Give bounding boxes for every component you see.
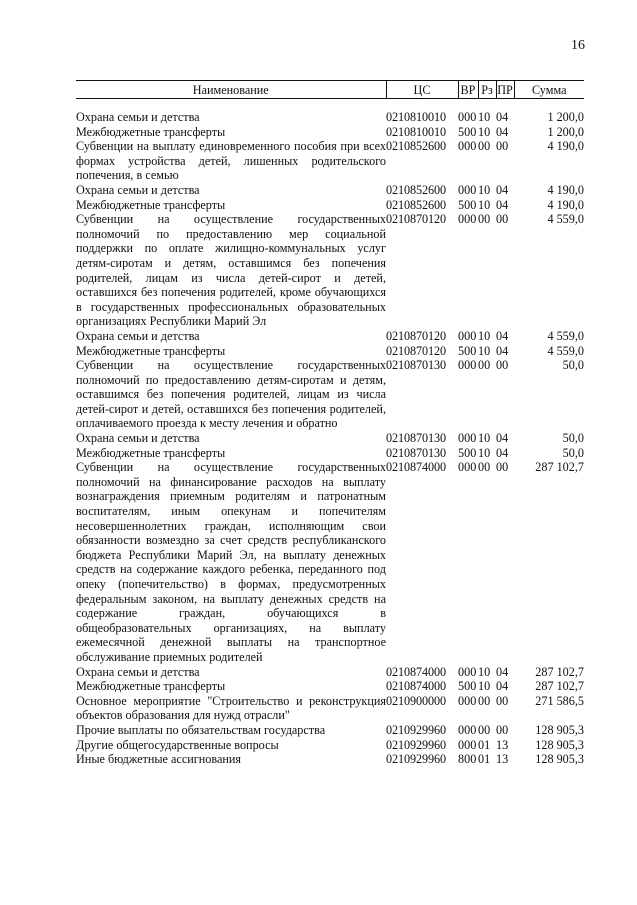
row-rz: 10 — [478, 343, 491, 358]
row-rz: 00 — [478, 460, 491, 475]
row-rz: 10 — [478, 679, 491, 694]
row-vr: 000 — [458, 328, 477, 343]
row-cs: 0210929960 — [386, 722, 446, 737]
row-rz: 10 — [478, 197, 491, 212]
row-sum: 1 200,0 — [547, 124, 584, 139]
header-pr: ПР — [497, 82, 513, 97]
page-number: 16 — [571, 38, 585, 53]
row-sum: 287 102,7 — [535, 679, 584, 694]
row-cs: 0210870120 — [386, 328, 446, 343]
header-vr: ВР — [458, 81, 478, 99]
row-vr: 500 — [458, 343, 477, 358]
table-row — [76, 344, 584, 359]
row-name: Субвенции на осуществление государственных полномочий по предоставлению детям-сиротам и детям, оставшимся без попечения родителей, лицам из числа детей-сирот и детей, оставшихся без попечения родителей, оплачиваемого проезда к месту лечения и обратно — [76, 358, 386, 431]
row-vr: 500 — [458, 197, 477, 212]
table-body — [76, 99, 584, 767]
table-row — [76, 723, 584, 738]
row-name: Прочие выплаты по обязательствам государства — [76, 722, 326, 737]
row-pr: 04 — [496, 679, 509, 694]
row-sum: 271 586,5 — [535, 693, 584, 708]
header-sum: Сумма — [514, 81, 584, 99]
row-pr: 04 — [496, 343, 509, 358]
header-name: Наименование — [76, 81, 386, 99]
row-cs: 0210874000 — [386, 679, 446, 694]
row-rz: 10 — [478, 124, 491, 139]
table-row — [76, 198, 584, 213]
row-name: Охрана семьи и детства — [76, 431, 200, 446]
row-sum: 287 102,7 — [535, 664, 584, 679]
row-pr: 00 — [496, 693, 509, 708]
row-pr: 04 — [496, 445, 509, 460]
table-row — [76, 358, 584, 431]
row-name: Иные бюджетные ассигнования — [76, 752, 242, 767]
row-vr: 000 — [458, 722, 477, 737]
row-vr: 500 — [458, 124, 477, 139]
row-cs: 0210870130 — [386, 431, 446, 446]
row-cs: 0210810010 — [386, 124, 446, 139]
row-pr: 04 — [496, 110, 509, 124]
row-name: Межбюджетные трансферты — [76, 445, 226, 460]
row-pr: 00 — [496, 358, 509, 373]
row-sum: 4 559,0 — [547, 343, 584, 358]
table-row — [76, 110, 584, 125]
row-sum: 50,0 — [562, 445, 584, 460]
row-rz: 10 — [478, 431, 491, 446]
row-name: Основное мероприятие "Строительство и реконструкция объектов образования для нужд отрасли" — [76, 693, 386, 723]
row-sum: 4 559,0 — [547, 328, 584, 343]
row-pr: 00 — [496, 139, 509, 154]
row-sum: 128 905,3 — [535, 722, 584, 737]
row-name: Охрана семьи и детства — [76, 110, 200, 124]
row-rz: 00 — [478, 358, 491, 373]
row-vr: 000 — [458, 182, 477, 197]
row-pr: 13 — [496, 737, 509, 752]
row-cs: 0210870120 — [386, 343, 446, 358]
row-name: Другие общегосударственные вопросы — [76, 737, 279, 752]
row-pr: 04 — [496, 197, 509, 212]
row-cs: 0210929960 — [386, 752, 446, 767]
row-rz: 00 — [478, 722, 491, 737]
row-sum: 128 905,3 — [535, 752, 584, 767]
row-vr: 000 — [458, 737, 477, 752]
row-pr: 00 — [496, 460, 509, 475]
row-name: Межбюджетные трансферты — [76, 679, 226, 694]
table-row — [76, 738, 584, 753]
row-vr: 000 — [458, 358, 477, 373]
row-cs: 0210870130 — [386, 445, 446, 460]
row-sum: 4 559,0 — [547, 212, 584, 227]
row-pr: 04 — [496, 328, 509, 343]
table-row — [76, 183, 584, 198]
row-sum: 287 102,7 — [535, 460, 584, 475]
row-vr: 000 — [458, 693, 477, 708]
row-vr: 800 — [458, 752, 477, 767]
row-cs: 0210810010 — [386, 110, 446, 124]
row-vr: 500 — [458, 445, 477, 460]
row-cs: 0210852600 — [386, 139, 446, 154]
table-row — [76, 431, 584, 446]
table-row — [76, 125, 584, 140]
row-sum: 4 190,0 — [547, 139, 584, 154]
row-sum: 128 905,3 — [535, 737, 584, 752]
row-sum: 50,0 — [562, 358, 584, 373]
table-row — [76, 446, 584, 461]
row-sum: 4 190,0 — [547, 197, 584, 212]
row-name: Межбюджетные трансферты — [76, 124, 226, 139]
row-cs: 0210874000 — [386, 664, 446, 679]
row-pr: 04 — [496, 431, 509, 446]
table-row — [76, 329, 584, 344]
row-vr: 500 — [458, 679, 477, 694]
row-cs: 0210870130 — [386, 358, 446, 373]
row-rz: 00 — [478, 139, 491, 154]
row-cs: 0210900000 — [386, 693, 446, 708]
row-sum: 50,0 — [562, 431, 584, 446]
row-rz: 10 — [478, 328, 491, 343]
table-row — [76, 752, 584, 767]
row-rz: 10 — [478, 110, 491, 124]
row-vr: 000 — [458, 212, 477, 227]
table-row — [76, 212, 584, 329]
header-rz: Рз — [478, 81, 496, 99]
row-sum: 4 190,0 — [547, 182, 584, 197]
row-name: Охрана семьи и детства — [76, 328, 200, 343]
row-rz: 10 — [478, 445, 491, 460]
row-rz: 00 — [478, 693, 491, 708]
row-sum: 1 200,0 — [547, 110, 584, 124]
row-name: Охрана семьи и детства — [76, 664, 200, 679]
row-name: Субвенции на выплату единовременного пособия при всех формах устройства детей, лишенных родительского попечения, в семью — [76, 139, 386, 183]
row-name: Охрана семьи и детства — [76, 182, 200, 197]
row-pr: 04 — [496, 124, 509, 139]
row-rz: 00 — [478, 212, 491, 227]
table-row — [76, 694, 584, 723]
row-cs: 0210870120 — [386, 212, 446, 227]
row-name: Межбюджетные трансферты — [76, 343, 226, 358]
row-name: Субвенции на осуществление государственных полномочий на финансирование расходов на выплату вознаграждения приемным родителям и патронатным воспитателям, иным опекунам и попечителям несовершеннолетних граждан, исполняющим свои обязанности возмездно за счет средств республиканского бюджета Республики Марий Эл, на выплату денежных средств на содержание каждого ребенка, переданного под опеку (попечительство) в формах, предусмотренных федеральным законом, на выплату денежных средств на содержание граждан, обучающихся в общеобразовательных организациях, на выплату ежемесячной денежной выплаты на транспортное обслуживание приемных родителей — [76, 460, 386, 664]
table-header-row — [76, 81, 584, 99]
row-name: Межбюджетные трансферты — [76, 197, 226, 212]
row-rz: 10 — [478, 182, 491, 197]
row-name: Субвенции на осуществление государственных полномочий по предоставлению мер социальной поддержки по оплате жилищно-коммунальных услуг детям-сиротам и детям, оставшимся без попечения родителей, лицам из числа детей-сирот и детей, оставшихся без попечения родителей, кроме обучающихся в государственных профессиональных образовательных организациях Республики Марий Эл — [76, 212, 386, 329]
row-rz: 01 — [478, 737, 491, 752]
row-rz: 10 — [478, 664, 491, 679]
row-cs: 0210929960 — [386, 737, 446, 752]
row-vr: 000 — [458, 110, 477, 124]
row-vr: 000 — [458, 431, 477, 446]
header-spacer — [76, 99, 584, 111]
row-pr: 04 — [496, 664, 509, 679]
row-rz: 01 — [478, 752, 491, 767]
table-row — [76, 139, 584, 183]
header-cs: ЦС — [386, 81, 458, 99]
row-pr: 04 — [496, 182, 509, 197]
row-pr: 13 — [496, 752, 509, 767]
row-pr: 00 — [496, 212, 509, 227]
row-vr: 000 — [458, 460, 477, 475]
budget-table — [76, 80, 584, 767]
table-row — [76, 665, 584, 680]
row-pr: 00 — [496, 722, 509, 737]
row-cs: 0210852600 — [386, 182, 446, 197]
row-vr: 000 — [458, 664, 477, 679]
table-row — [76, 679, 584, 694]
row-vr: 000 — [458, 139, 477, 154]
table-row — [76, 460, 584, 664]
row-cs: 0210852600 — [386, 197, 446, 212]
row-cs: 0210874000 — [386, 460, 446, 475]
